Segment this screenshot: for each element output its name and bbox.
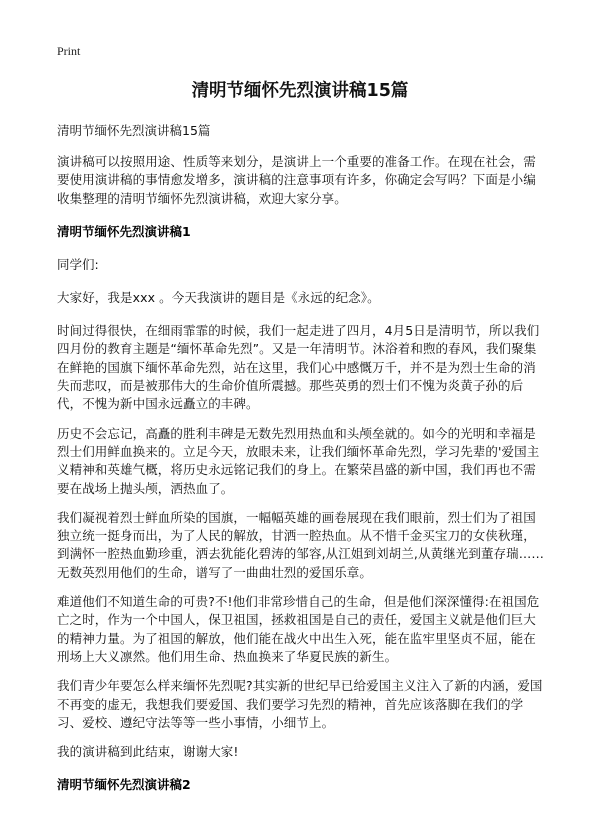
greeting-text: 同学们: bbox=[57, 256, 99, 272]
body-paragraph: 我们青少年要怎么样来缅怀先烈呢?其实新的世纪早已给爱国主义注入了新的内涵，爱国不再变的虚无，我想我们要爱国、我们要学习先烈的精神，首先应该落脚在我们的学习、爱校、遵纪守法等等一些小事情，小细节上。 bbox=[57, 678, 543, 730]
body-paragraph: 时间过得很快，在细雨霏霏的时候，我们一起走进了四月，4月5日是清明节，所以我们四月份的教育主题是“缅怀革命先烈”。又是一年清明节。沐浴着和煦的春风，我们聚集在鲜艳的国旗下缅怀革命先烈，站在这里，我们心中感慨万千，并不是为烈士生命的消失而悲叹，而是被那伟大的生命价值所震撼。那些英勇的烈士们不愧为炎黄子孙的后代，不愧为新中国永远矗立的丰碑。 bbox=[57, 323, 540, 412]
body-paragraph: 历史不会忘记，高矗的胜利丰碑是无数先烈用热血和头颅垒就的。如今的光明和幸福是烈士们用鲜血换来的。立足今天，放眼未来，让我们缅怀革命先烈，学习先辈的'爱国主义精神和英雄气概，将历史永远铭记我们的身上。在繁荣昌盛的新中国，我们再也不需要在战场上抛头颅，洒热血了。 bbox=[57, 425, 540, 496]
article-subtitle: 清明节缅怀先烈演讲稿15篇 bbox=[57, 123, 211, 138]
article-body bbox=[57, 122, 547, 794]
body-paragraph: 难道他们不知道生命的可贵?不!他们非常珍惜自己的生命，但是他们深深懂得:在祖国危亡之时，作为一个中国人，保卫祖国，拯救祖国是自己的责任，爱国主义就是他们巨大的精神力量。为了祖国的解放，他们能在战火中出生入死，能在监牢里坚贞不屈，能在刑场上大义凛然。他们用生命、热血换来了华夏民族的新生。 bbox=[57, 594, 540, 664]
section-heading: 清明节缅怀先烈演讲稿1 bbox=[57, 223, 191, 239]
print-link[interactable]: Print bbox=[57, 44, 81, 58]
body-paragraph: 我们凝视着烈士鲜血所染的国旗，一幅幅英雄的画卷展现在我们眼前，烈士们为了祖国独立统一挺身而出，为了人民的解放，甘洒一腔热血。从不惜千金买宝刀的女侠秋瑾，到满怀一腔热血勤珍重，洒去犹能化碧涛的邹容,从江姐到刘胡兰,从黄继光到董存瑞……无数英烈用他们的生命，谱写了一曲曲壮烈的爱国乐章。 bbox=[57, 509, 544, 580]
section-heading: 清明节缅怀先烈演讲稿2 bbox=[57, 777, 191, 793]
intro-paragraph: 演讲稿可以按照用途、性质等来划分，是演讲上一个重要的准备工作。在现在社会，需要使用演讲稿的事情愈发增多，演讲稿的注意事项有许多，你确定会写吗？下面是小编收集整理的清明节缅怀先烈演讲稿，欢迎大家分享。 bbox=[57, 154, 536, 206]
closing-paragraph: 我的演讲稿到此结束，谢谢大家! bbox=[57, 744, 239, 760]
body-paragraph: 大家好，我是xxx 。今天我演讲的题目是《永远的纪念》。 bbox=[57, 289, 380, 305]
page-title: 清明节缅怀先烈演讲稿15篇 bbox=[191, 81, 409, 101]
